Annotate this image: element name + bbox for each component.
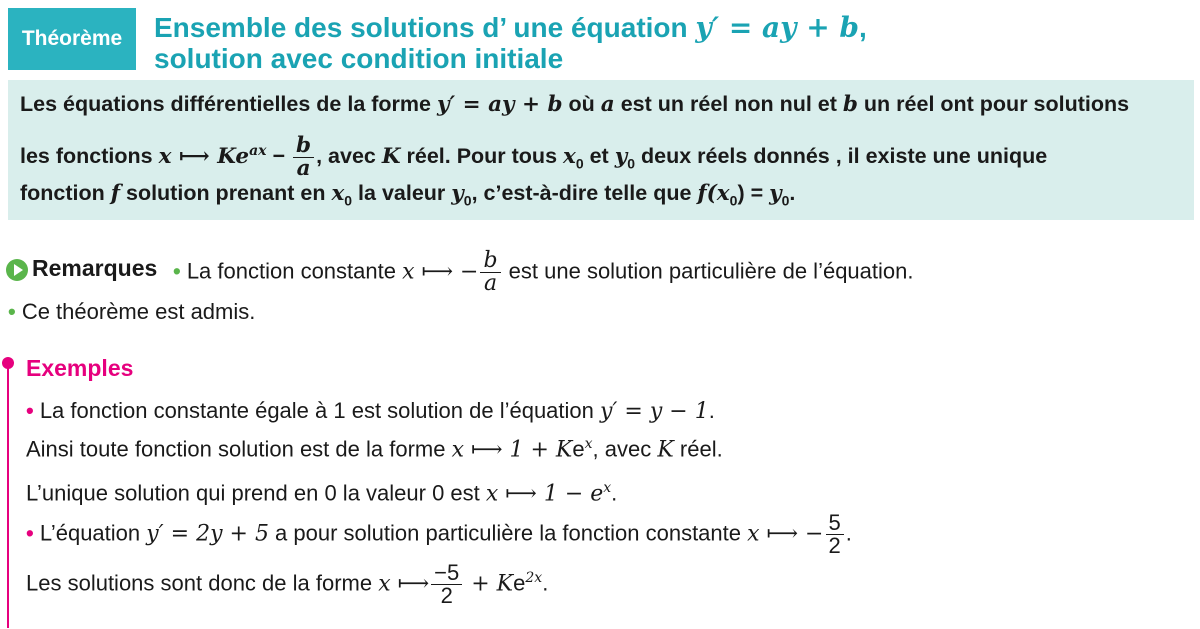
title-line-2: solution avec condition initiale [154, 43, 564, 74]
remarque-1: • La fonction constante x ⟼ − $\frac{b}{a}$ est une solution particulière de l’équation. [173, 248, 914, 296]
title-line-1: Ensemble des solutions d’ une équation y′ = ay + b, [154, 11, 867, 44]
fraction-b-over-a: $\frac{b}{a}$ [480, 250, 500, 295]
theorem-box [8, 80, 1194, 220]
theorem-badge: Théorème [8, 8, 136, 70]
exemple-1-line-2: Ainsi toute fonction solution est de la forme x ⟼ $1 + Ke^x$, avec K réel. [26, 436, 723, 463]
exemples-dot-icon [2, 357, 14, 369]
exemple-1-line-3: L’unique solution qui prend en 0 la valeur 0 est x ⟼ $1 - e^x$. [26, 480, 618, 507]
fraction-minus5-over-2: $\frac{-5}{2}$ [431, 562, 462, 607]
fraction-b-over-a: $\frac{b}{a}$ [293, 135, 314, 180]
theorem-line-3: fonction f solution prenant en $x_0$ la valeur $y_0$, c’est-à-dire telle que $f(x_0) = y_0$. [20, 181, 796, 209]
exemple-2-line-2: Les solutions sont donc de la forme x ⟼ $\frac{-5}{2}$ + $Ke^{2x}$. [26, 560, 549, 608]
exemples-bar [7, 366, 9, 628]
theorem-line-2: les fonctions x ⟼ $Ke^{ax}$ − $\frac{b}{a}$ , avec K réel. Pour tous $x_0$ et $y_0$ deux réels donnés , il existe une unique [20, 133, 1048, 181]
remarque-2: • Ce théorème est admis. [8, 299, 256, 324]
play-icon [6, 259, 28, 281]
theorem-line-1: Les équations différentielles de la forme y′ = ay + b où a est un réel non nul et b un réel ont pour solutions [20, 92, 1130, 117]
exemples-title: Exemples [26, 355, 134, 381]
remarques-title: Remarques [32, 255, 158, 281]
exemple-2: • L’équation y′ = 2y + 5 a pour solution particulière la fonction constante x ⟼ − $\frac{5}{2}$ . [26, 510, 852, 558]
exemple-1: • La fonction constante égale à 1 est solution de l’équation y′ = y − 1. [26, 398, 715, 424]
fraction-5-over-2: $\frac{5}{2}$ [826, 512, 844, 557]
theorem-title [154, 12, 867, 74]
